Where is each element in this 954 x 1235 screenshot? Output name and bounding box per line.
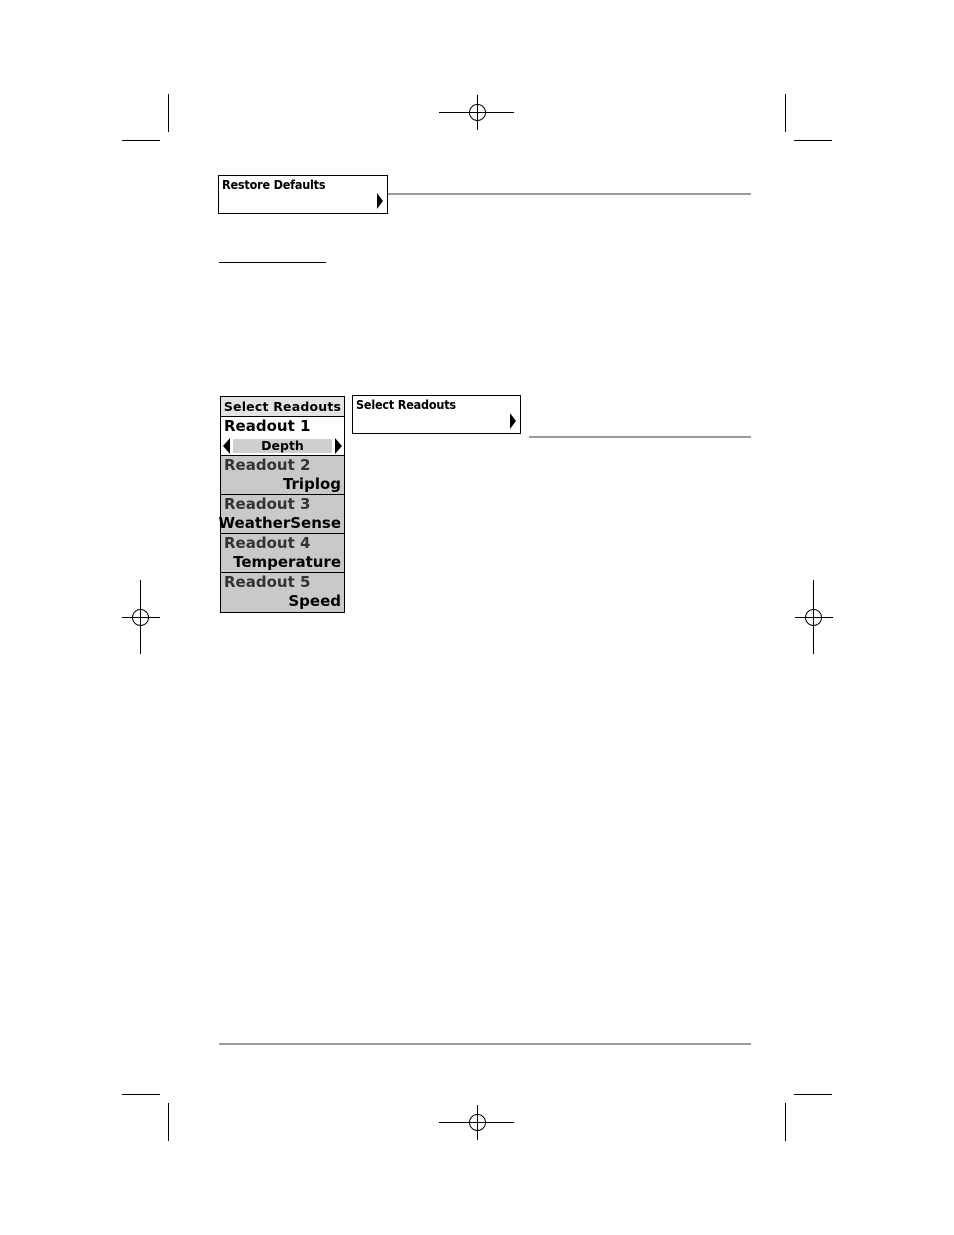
readout-value: WeatherSense <box>218 514 341 532</box>
readout-item-3[interactable] <box>218 495 344 534</box>
section-rule-top <box>388 193 751 195</box>
readout-item-1[interactable] <box>221 417 344 456</box>
readout-item-5[interactable] <box>221 573 344 612</box>
readout-name: Readout 2 <box>224 456 311 474</box>
readout-value: Triplog <box>282 475 341 493</box>
crop-mark-top-left-v <box>168 94 169 132</box>
footer-rule <box>219 1043 751 1045</box>
panel-title: Select Readouts <box>221 397 344 417</box>
crop-mark-bottom-left-v <box>168 1103 169 1141</box>
readout-item-2[interactable] <box>221 456 344 495</box>
select-readouts-label: Select Readouts <box>356 397 456 412</box>
heading-underline <box>219 262 326 263</box>
registration-mark-icon <box>469 1114 486 1131</box>
crop-mark-top-left-h <box>122 140 160 141</box>
section-rule-mid <box>529 436 751 438</box>
crop-mark-top-right-v <box>785 94 786 132</box>
select-readouts-tab[interactable] <box>352 395 521 434</box>
registration-mark-icon <box>469 104 486 121</box>
right-triangle-icon <box>510 413 516 429</box>
readout-name: Readout 3 <box>224 495 311 513</box>
select-readouts-panel <box>220 396 345 613</box>
crop-mark-top-right-h <box>794 140 832 141</box>
crop-mark-bottom-right-v <box>785 1103 786 1141</box>
registration-mark-icon <box>132 609 149 626</box>
crop-mark-bottom-right-h <box>794 1094 832 1095</box>
right-triangle-icon <box>377 193 383 209</box>
right-triangle-icon[interactable] <box>335 438 342 454</box>
crop-mark-bottom-left-h <box>122 1094 160 1095</box>
readout-value: Speed <box>288 592 341 610</box>
readout-value-selector[interactable]: Depth <box>233 439 332 453</box>
left-triangle-icon[interactable] <box>223 438 230 454</box>
restore-defaults-tab[interactable] <box>218 175 388 214</box>
readout-item-4[interactable] <box>221 534 344 573</box>
registration-mark-icon <box>805 609 822 626</box>
restore-defaults-label: Restore Defaults <box>222 177 326 192</box>
readout-name: Readout 4 <box>224 534 311 552</box>
readout-name: Readout 5 <box>224 573 311 591</box>
readout-name: Readout 1 <box>224 417 311 435</box>
readout-value: Temperature <box>233 553 341 571</box>
